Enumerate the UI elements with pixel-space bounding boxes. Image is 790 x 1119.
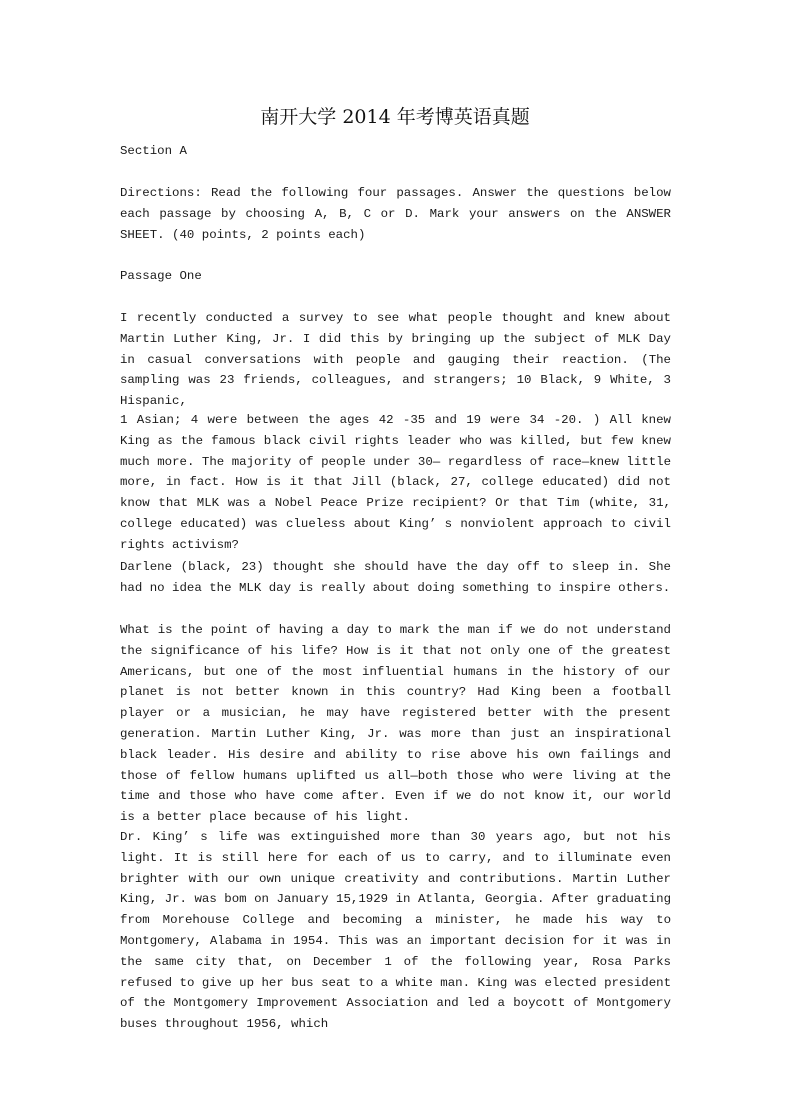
passage-label: Passage One — [120, 269, 202, 283]
passage-paragraph-4: What is the point of having a day to mark the man if we do not understand the significance of his life? How is it that not only one of the greatest Americans, but one of the most influential humans in the history of our planet is not better known in this country? Had King been a football player or a musician, he may have registered better with the present generation. Martin Luther King, Jr. was more than just an inspirational black leader. His desire and ability to rise above his own failings and those of fellow humans uplifted us all—both those who were living at the time and those who have come after. Even if we do not know it, our world is a better place because of his light. — [120, 623, 671, 825]
directions-paragraph: Directions: Read the following four passages. Answer the questions below each passage by choosing A, B, C or D. Mark your answers on the ANSWER SHEET. (40 points, 2 points each) — [120, 186, 671, 242]
document-title: 南开大学 2014 年考博英语真题 — [260, 106, 530, 128]
passage-paragraph-5: Dr. King’ s life was extinguished more than 30 years ago, but not his light. It is still here for each of us to carry, and to illuminate even brighter with our own unique creativity and contributions. Martin Luther King, Jr. was bom on January 15,1929 in Atlanta, Georgia. After graduating from Morehouse College and becoming a minister, he made his way to Montgomery, Alabama in 1954. This was an important decision for it was in the same city that, on December 1 of the following year, Rosa Parks refused to give up her bus seat to a white man. King was elected president of the Montgomery Improvement Association and led a boycott of Montgomery buses throughout 1956, which — [120, 830, 671, 1032]
passage-paragraph-1: I recently conducted a survey to see what people thought and knew about Martin Luther King, Jr. I did this by bringing up the subject of MLK Day in casual conversations with people and gauging their reaction. (The sampling was 23 friends, colleagues, and strangers; 10 Black, 9 White, 3 Hispanic, — [120, 311, 671, 409]
passage-paragraph-2: 1 Asian; 4 were between the ages 42 -35 and 19 were 34 -20. ) All knew King as the famous black civil rights leader who was killed, but few knew much more. The majority of people under 30— regardless of race—knew little more, in fact. How is it that Jill (black, 27, college educated) did not know that MLK was a Nobel Peace Prize recipient? Or that Tim (white, 31, college educated) was clueless about King’ s nonviolent approach to civil rights activism? — [120, 413, 671, 552]
section-label: Section A — [120, 144, 187, 158]
passage-paragraph-3: Darlene (black, 23) thought she should have the day off to sleep in. She had no idea the MLK day is really about doing something to inspire others. — [120, 560, 671, 595]
